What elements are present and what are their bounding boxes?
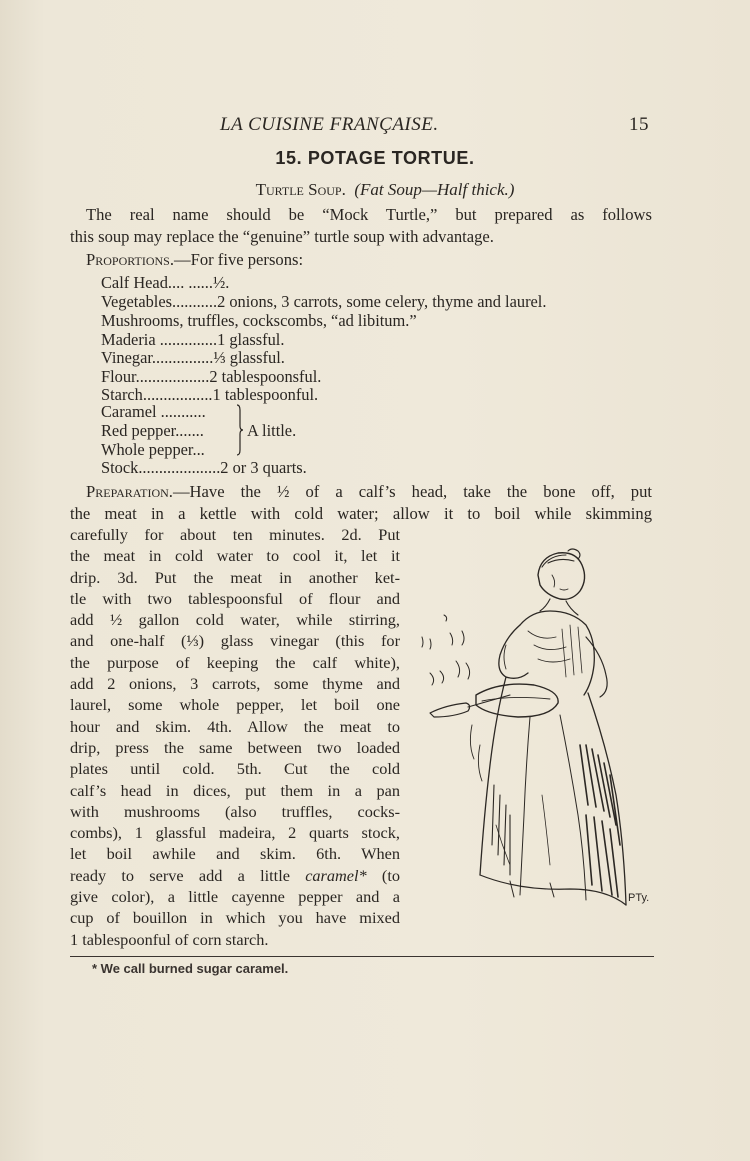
brace-item: Caramel ........... (101, 402, 206, 421)
column-line: let boil awhile and skim. 6th. When (70, 844, 400, 864)
column-line: drip. 3d. Put the meat in another ket- (70, 567, 400, 587)
column-line-caramel (70, 865, 400, 886)
column-line: drip, press the same between two loaded (70, 737, 400, 757)
ingredient-line: Starch.................1 tablespoonful. (101, 385, 319, 404)
ingredient-line: Vegetables...........2 onions, 3 carrots, some celery, thyme and laurel. (101, 292, 547, 311)
ingredient-line: Mushrooms, truffles, cockscombs, “ad libitum.” (101, 311, 417, 330)
column-line: add 2 onions, 3 carrots, some thyme and (70, 674, 400, 694)
preparation-line-2: the meat in a kettle with cold water; allow it to boil while skimming (70, 504, 652, 523)
curly-brace-icon (236, 404, 242, 456)
proportions-label: Proportions. (86, 250, 175, 269)
intro-line-2: this soup may replace the “genuine” turtle soup with advantage. (70, 227, 494, 246)
seasoning-brace-group (101, 402, 361, 459)
preparation-label: Preparation. (86, 482, 173, 501)
recipe-title: 15. POTAGE TORTUE. (275, 148, 475, 168)
column-line: 1 tablespoonful of corn starch. (70, 929, 269, 949)
ingredient-line: Calf Head.... ......½. (101, 273, 230, 292)
column-line: and one-half (⅓) glass vinegar (this for (70, 631, 400, 651)
footnote: * We call burned sugar caramel. (92, 961, 289, 976)
brace-quantity: A little. (247, 421, 297, 440)
illustration-signature: PTy. (628, 892, 650, 904)
column-line: the purpose of keeping the calf white), (70, 652, 400, 672)
preparation-text: —Have the ½ of a calf’s head, take the bone off, put (172, 482, 652, 501)
preparation-column (70, 524, 400, 950)
proportions-text: —For five persons: (174, 250, 304, 269)
column-line: the meat in cold water to cool it, let it (70, 546, 400, 566)
running-head (220, 114, 650, 138)
column-line: cup of bouillon in which you have mixed (70, 908, 400, 928)
ingredient-line: Vinegar...............⅓ glassful. (101, 348, 285, 367)
running-title: LA CUISINE FRANÇAISE. (220, 114, 439, 135)
caramel-italic: caramel* (305, 865, 367, 885)
caramel-pre: ready to serve add a little (70, 865, 306, 885)
column-line: tle with two tablespoonsful of flour and (70, 588, 400, 608)
brace-item: Red pepper....... (101, 421, 204, 440)
column-line: add ½ gallon cold water, while stirring, (70, 610, 400, 630)
column-line: laurel, some whole pepper, let boil one (70, 695, 400, 715)
brace-item: Whole pepper... (101, 440, 205, 459)
footnote-divider (70, 956, 654, 957)
column-line: calf’s head in dices, put them in a pan (70, 780, 400, 800)
column-line: hour and skim. 4th. Allow the meat to (70, 716, 400, 736)
ingredient-line: Flour..................2 tablespoonsful. (101, 367, 322, 386)
ingredient-line-stock: Stock....................2 or 3 quarts. (101, 458, 307, 477)
intro-line-1: The real name should be “Mock Turtle,” but prepared as follows (86, 205, 652, 224)
column-line: carefully for about ten minutes. 2d. Put (70, 525, 400, 544)
column-line: combs), 1 glassful madeira, 2 quarts stock, (70, 823, 400, 843)
proportions-heading (70, 249, 652, 271)
subtitle-soup-type: (Fat Soup—Half thick.) (354, 180, 515, 199)
cook-illustration (410, 545, 660, 920)
recipe-subtitle (0, 180, 750, 200)
ingredient-line: Maderia ..............1 glassful. (101, 330, 285, 349)
caramel-post: (to (366, 865, 401, 885)
column-line: plates until cold. 5th. Cut the cold (70, 759, 400, 779)
column-line: give color), a little cayenne pepper and a (70, 887, 400, 907)
page-number: 15 (629, 114, 649, 135)
subtitle-english-name: Turtle Soup. (255, 180, 346, 199)
column-line: with mushrooms (also truffles, cocks- (70, 801, 400, 821)
preparation-line-1 (70, 481, 652, 503)
